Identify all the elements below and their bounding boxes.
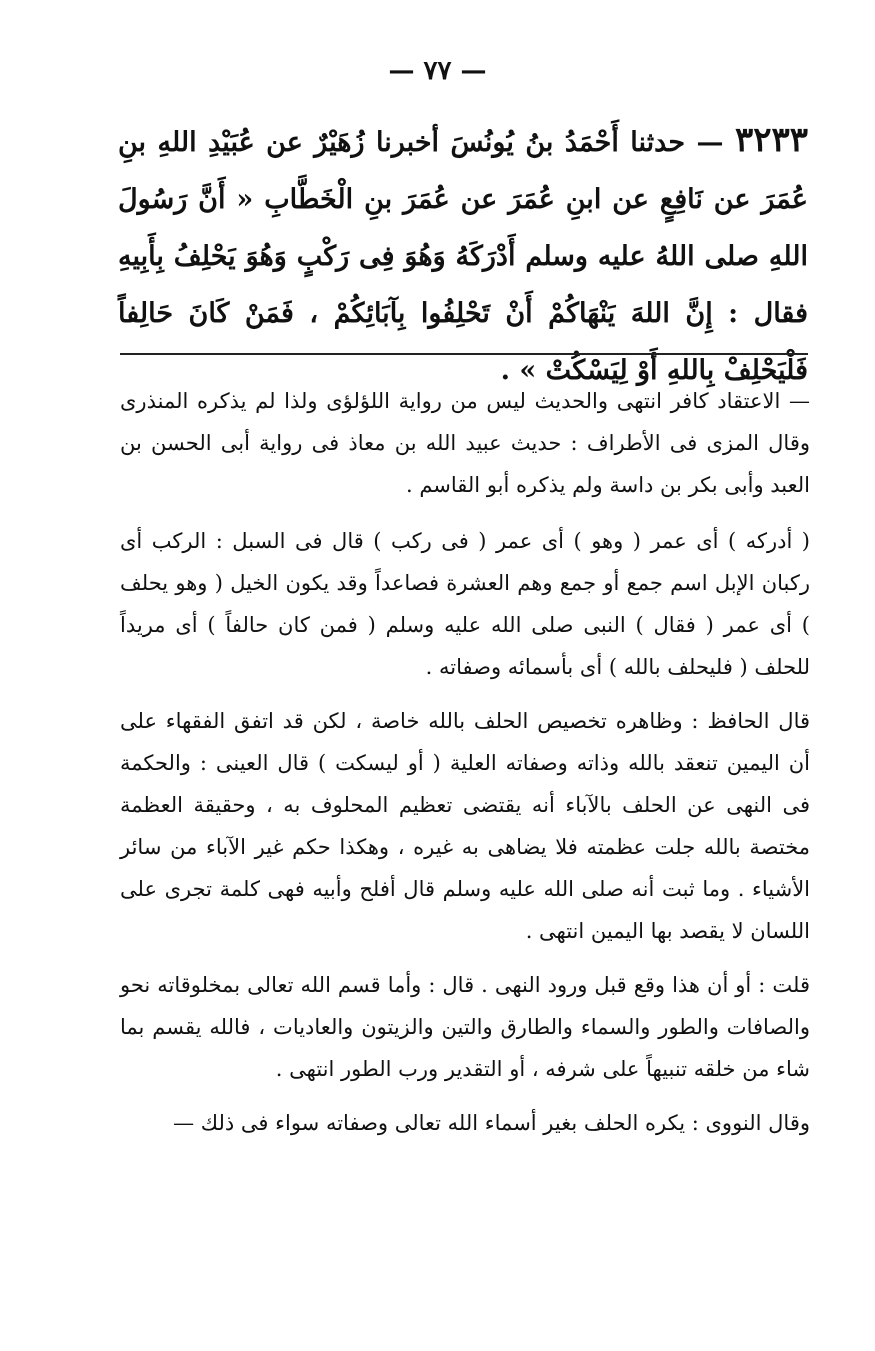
commentary-paragraph: قال الحافظ : وظاهره تخصيص الحلف بالله خاصة ، لكن قد اتفق الفقهاء على أن اليمين تنعقد بالله وذاته وصفاته العلية ( أو ليسكت ) قال العينى : والحكمة فى النهى عن الحلف بالآباء أنه يقتضى تعظيم المحلوف به ، وحقيقة العظمة مختصة بالله جلت عظمته فلا يضاهى به غيره ، وهكذا حكم غير الآباء من سائر الأشياء . وما ثبت أنه صلى الله عليه وسلم قال أفلح وأبيه فهى كلمة تجرى على اللسان لا يقصد بها اليمين انتهى . [120, 709, 810, 943]
hadith-text-block [118, 112, 808, 399]
footnote-divider [120, 353, 808, 355]
commentary-paragraph: وقال النووى : يكره الحلف بغير أسماء الله تعالى وصفاته سواء فى ذلك — [173, 1111, 810, 1135]
hadith-number: ٣٢٣٣ [734, 120, 808, 160]
hadith-body: — حدثنا أَحْمَدُ بنُ يُونُسَ أخبرنا زُهَيْرٌ عن عُبَيْدِ اللهِ بنِ عُمَرَ عن نَافِعٍ عن ابنِ عُمَرَ عن عُمَرَ بنِ الْخَطَّابِ « أَنَّ رَسُولَ اللهِ صلى اللهُ عليه وسلم أَدْرَكَهُ وَهُوَ فِى رَكْبٍ وَهُوَ يَحْلِفُ بِأَبِيهِ فقال : إِنَّ اللهَ يَنْهَاكُمْ أَنْ تَحْلِفُوا بِآبَائِكُمْ ، فَمَنْ كَانَ حَالِفاً فَلْيَحْلِفْ بِاللهِ أَوْ لِيَسْكُتْ » . [118, 127, 808, 386]
commentary-block [120, 380, 810, 1156]
commentary-paragraph: — الاعتقاد كافر انتهى والحديث ليس من رواية اللؤلؤى ولذا لم يذكره المنذرى وقال المزى فى الأطراف : حديث عبيد الله بن معاذ فى رواية أبى الحسن بن العبد وأبى بكر بن داسة ولم يذكره أبو القاسم . [120, 389, 810, 497]
commentary-paragraph: ( أدركه ) أى عمر ( وهو ) أى عمر ( فى ركب ) قال فى السبل : الركب أى ركبان الإبل اسم جمع أو جمع وهم العشرة فصاعداً وقد يكون الخيل ( وهو يحلف ) أى عمر ( فقال ) النبى صلى الله عليه وسلم ( فمن كان حالفاً ) أى مريداً للحلف ( فليحلف بالله ) أى بأسمائه وصفاته . [120, 529, 810, 679]
commentary-paragraph: قلت : أو أن هذا وقع قبل ورود النهى . قال : وأما قسم الله تعالى بمخلوقاته نحو والصافات والطور والسماء والطارق والتين والزيتون والعاديات ، فالله يقسم بما شاء من خلقه تنبيهاً على شرفه ، أو التقدير ورب الطور انتهى . [120, 973, 810, 1081]
page-number: — ٧٧ — [388, 56, 487, 86]
